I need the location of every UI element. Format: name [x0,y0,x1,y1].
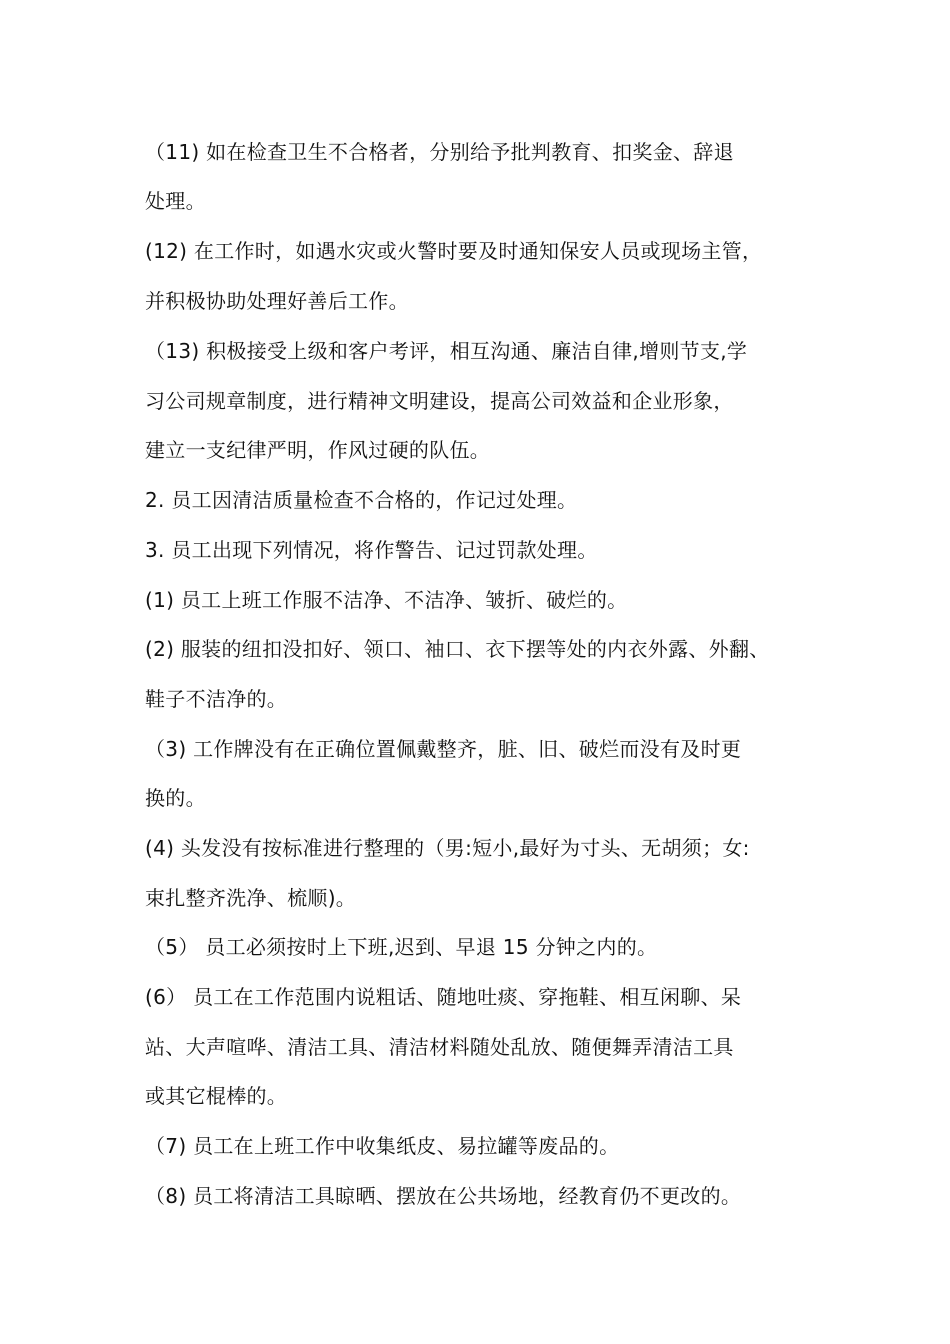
text-line: 2. 员工因清洁质量检查不合格的，作记过处理。 [145,488,578,512]
text-line: 或其它棍棒的。 [145,1084,288,1108]
text-line: （8) 员工将清洁工具晾晒、摆放在公共场地，经教育仍不更改的。 [145,1184,742,1208]
text-line: 处理。 [145,189,206,213]
text-line: （7) 员工在上班工作中收集纸皮、易拉罐等废品的。 [145,1134,620,1158]
text-line: （3) 工作牌没有在正确位置佩戴整齐，脏、旧、破烂而没有及时更 [145,737,742,761]
text-line: 鞋子不洁净的。 [145,687,288,711]
text-line: (1) 员工上班工作服不洁净、不洁净、皱折、破烂的。 [145,588,628,612]
text-line: 并积极协助处理好善后工作。 [145,289,409,313]
text-line: (12) 在工作时，如遇水灾或火警时要及时通知保安人员或现场主管， [145,239,763,263]
text-line: 换的。 [145,786,206,810]
text-line: （11) 如在检查卫生不合格者，分别给予批判教育、扣奖金、辞退 [145,140,734,164]
text-line: 习公司规章制度，进行精神文明建设，提高公司效益和企业形象， [145,389,734,413]
text-line: 站、大声喧哗、清洁工具、清洁材料随处乱放、随便舞弄清洁工具 [145,1035,734,1059]
text-line: 束扎整齐洗净、梳顺)。 [145,886,357,910]
text-line: （5） 员工必须按时上下班,迟到、早退 15 分钟之内的。 [145,935,658,959]
text-line: （13) 积极接受上级和客户考评，相互沟通、廉洁自律,增则节支,学 [145,339,748,363]
text-line: (2) 服装的纽扣没扣好、领口、袖口、衣下摆等处的内衣外露、外翻、 [145,637,770,661]
text-line: (4) 头发没有按标准进行整理的（男:短小,最好为寸头、无胡须；女: [145,836,750,860]
text-line: (6） 员工在工作范围内说粗话、随地吐痰、穿拖鞋、相互闲聊、呆 [145,985,742,1009]
text-line: 建立一支纪律严明，作风过硬的队伍。 [145,438,491,462]
text-line: 3. 员工出现下列情况，将作警告、记过罚款处理。 [145,538,598,562]
